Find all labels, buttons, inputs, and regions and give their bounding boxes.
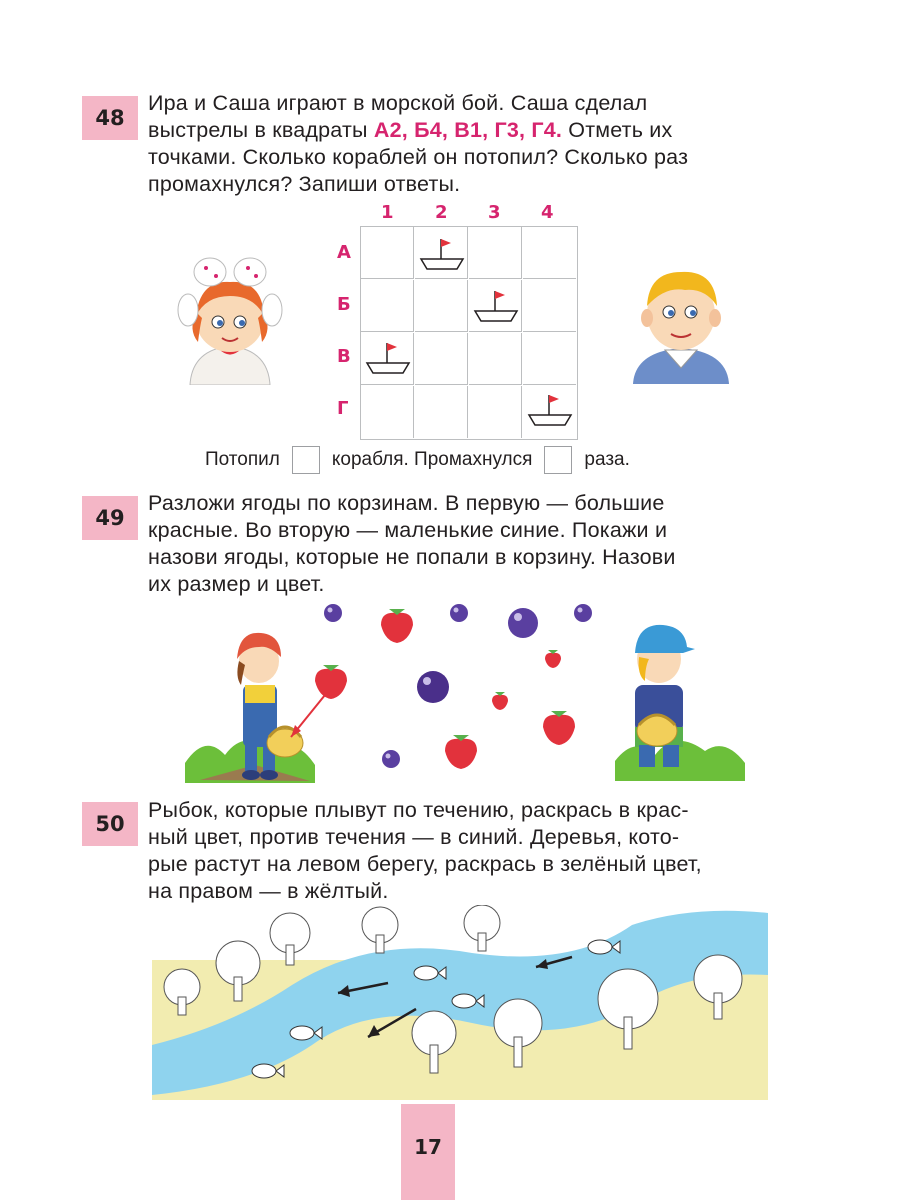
grid-row-label: А — [337, 242, 351, 263]
task-number-50: 50 — [82, 802, 138, 846]
ship-icon — [527, 391, 573, 429]
grid-cell-b1[interactable] — [361, 280, 414, 332]
task-48-line4: промахнулся? Запиши ответы. — [148, 172, 461, 196]
grid-cell-b4[interactable] — [523, 280, 576, 332]
page-number: 17 — [414, 1135, 442, 1159]
berry-icon — [324, 604, 342, 622]
berries-scene — [185, 595, 745, 795]
answer-box-sunk[interactable] — [292, 446, 320, 474]
grid-row-label: Б — [337, 294, 351, 315]
task-48-line1: Ира и Саша играют в морской бой. Саша сделал — [148, 91, 648, 115]
berry-icon — [545, 650, 561, 668]
task-49-line3: назови ягоды, которые не попали в корзину. Назови — [148, 545, 676, 569]
task-49-text — [148, 490, 772, 598]
task-49-line4: их размер и цвет. — [148, 572, 325, 596]
berry-icon — [543, 711, 575, 745]
berry-icon — [508, 608, 538, 638]
task-49-line2: красные. Во вторую — маленькие синие. Покажи и — [148, 518, 668, 542]
grid-cell-g3[interactable] — [469, 386, 522, 438]
grid-cell-a4[interactable] — [523, 227, 576, 279]
berry-icon — [574, 604, 592, 622]
task-48-line3: точками. Сколько кораблей он потопил? Сколько раз — [148, 145, 689, 169]
answer-box-missed[interactable] — [544, 446, 572, 474]
berry-icon — [417, 671, 449, 703]
task-48-line2: выстрелы в квадраты А2, Б4, В1, Г3, Г4. Отметь их — [148, 118, 673, 142]
ship-icon — [365, 339, 411, 377]
task-49-line1: Разложи ягоды по корзинам. В первую — большие — [148, 491, 665, 515]
task-number-48: 48 — [82, 96, 138, 140]
grid-column-label: 1 — [381, 202, 394, 223]
girl-ira-illustration — [170, 250, 290, 385]
river-scene — [152, 905, 768, 1100]
grid-cell-b2[interactable] — [415, 280, 468, 332]
grid-column-label: 3 — [488, 202, 501, 223]
task-50-text — [148, 797, 772, 905]
grid-row-label: В — [337, 346, 351, 367]
task-48-text — [148, 90, 772, 198]
grid-column-label: 4 — [541, 202, 554, 223]
task-number-49: 49 — [82, 496, 138, 540]
grid-cell-g1[interactable] — [361, 386, 414, 438]
grid-cell-a1[interactable] — [361, 227, 414, 279]
target-squares: А2, Б4, В1, Г3, Г4. — [373, 118, 563, 142]
answer-line-48 — [205, 446, 630, 474]
berry-icon — [450, 604, 468, 622]
answer-label-times: раза. — [584, 449, 630, 470]
task-50-line2: ный цвет, против течения — в синий. Деревья, кото- — [148, 825, 680, 849]
tree-icon — [464, 905, 500, 951]
berry-icon — [381, 609, 413, 643]
grid-column-label: 2 — [435, 202, 448, 223]
grid-cell-v4[interactable] — [523, 333, 576, 385]
grid-cell-v2[interactable] — [415, 333, 468, 385]
grid-cell-a3[interactable] — [469, 227, 522, 279]
berry-icon — [492, 692, 508, 710]
task-50-line3: рые растут на левом берегу, раскрась в зелёный цвет, — [148, 852, 702, 876]
tree-icon — [270, 913, 310, 965]
berry-icon — [445, 735, 477, 769]
tree-icon — [362, 907, 398, 953]
grid-cell-g2[interactable] — [415, 386, 468, 438]
task-50-line1: Рыбок, которые плывут по течению, раскрась в крас- — [148, 798, 689, 822]
berry-icon — [382, 750, 400, 768]
answer-label-missed: корабля. Промахнулся — [331, 449, 533, 470]
ship-icon — [473, 287, 519, 325]
grid-cell-v3[interactable] — [469, 333, 522, 385]
battleship-grid — [360, 226, 578, 440]
answer-label-sunk: Потопил — [205, 449, 280, 470]
boy-sasha-illustration — [625, 252, 737, 384]
grid-row-label: Г — [337, 398, 349, 419]
ship-icon — [419, 235, 465, 273]
berry-icon — [315, 665, 347, 699]
task-50-line4: на правом — в жёлтый. — [148, 879, 389, 903]
